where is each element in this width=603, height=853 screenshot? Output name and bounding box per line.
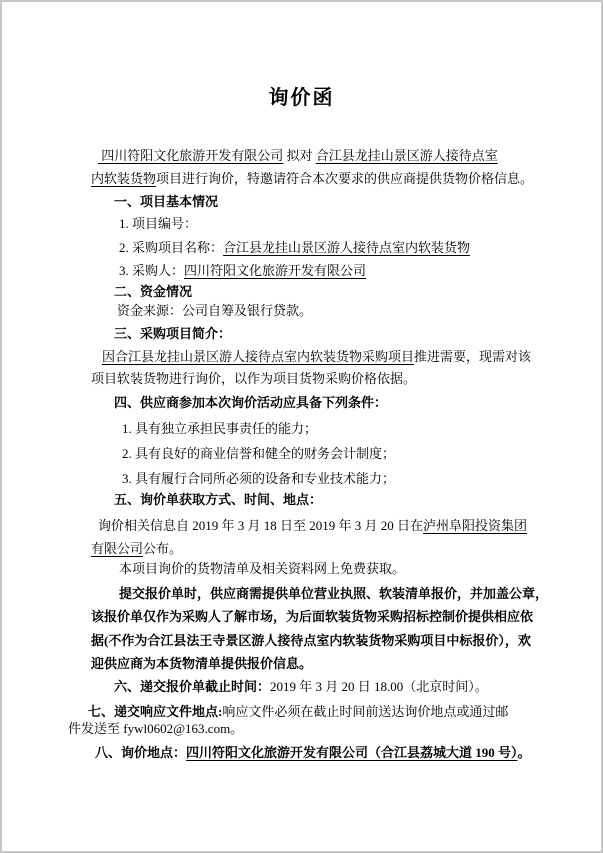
text-segment: 二、资金情况 xyxy=(114,284,193,299)
text-segment: 八、询价地点： xyxy=(95,745,187,760)
intro-line-1 xyxy=(98,148,498,164)
section-8-address-line xyxy=(95,745,531,761)
text-segment: 六、递交报价单截止时间： xyxy=(114,679,271,694)
text-segment: 拟对 xyxy=(283,148,316,163)
project-number-line xyxy=(119,216,197,232)
text-segment: 3. 具有履行合同所必须的设备和专业技术能力； xyxy=(122,471,396,486)
condition-3-line xyxy=(122,471,395,487)
text-segment: 迎供应商为本货物清单提供报价信息。 xyxy=(91,656,313,671)
text-segment: 询价相关信息自 2019 年 3 月 18 日至 2019 年 3 月 20 日在 xyxy=(98,518,424,533)
section-5-body-line-3 xyxy=(119,561,405,577)
text-segment: 一、项目基本情况 xyxy=(114,194,219,209)
intro-line-2 xyxy=(91,171,533,187)
text-segment: 件发送至 fywl0602@163.com。 xyxy=(68,721,244,736)
text-segment: 项目进行询价，特邀请符合本次要求的供应商提供货物价格信息。 xyxy=(156,171,534,186)
section-5-heading xyxy=(114,492,322,508)
text-segment: 七、递交响应文件地点: xyxy=(88,704,223,719)
section-1-heading xyxy=(114,194,218,210)
section-6-deadline-line xyxy=(114,679,488,695)
text-segment: 提交报价单时，供应商需提供单位营业执照、软装清单报价，并加盖公章， xyxy=(119,586,549,601)
text-segment: 三、采购项目简介： xyxy=(114,326,232,341)
text-segment: 项目软装货物进行询价，以作为项目货物采购价格依据。 xyxy=(91,371,417,386)
underlined-text: 四川符阳文化旅游开发有限公司（合江县荔城大道 190 号） xyxy=(186,745,518,760)
text-segment: 本项目询价的货物清单及相关资料网上免费获取。 xyxy=(119,561,406,576)
text-segment: 。 xyxy=(517,745,531,760)
text-segment: 响应文件必须在截止时间前送达询价地点或通过邮 xyxy=(222,704,509,719)
text-segment: 公布。 xyxy=(143,541,183,556)
text-segment: 2019 年 3 月 20 日 18.00（北京时间）。 xyxy=(270,679,488,694)
underlined-text: 四川符阳文化旅游开发有限公司 xyxy=(184,263,367,278)
section-5-body-line-2 xyxy=(91,541,182,557)
text-segment: 1. 项目编号： xyxy=(119,216,198,231)
text-segment: 资金来源：公司自筹及银行贷款。 xyxy=(117,303,313,318)
underlined-text: 因合江县龙挂山景区游人接待点室内软装货物采购项目 xyxy=(102,349,415,364)
underlined-text: 合江县龙挂山景区游人接待点室 xyxy=(315,148,498,163)
quotation-note-line-2 xyxy=(91,609,533,625)
underlined-text: 泸州阜阳投资集团 xyxy=(423,518,528,533)
condition-1-line xyxy=(122,421,317,437)
section-7-line-1 xyxy=(88,704,508,720)
section-3-body-line-1 xyxy=(102,349,531,365)
text-segment: 据(不作为合江县法王寺景区游人接待点室内软装货物采购项目中标报价），欢 xyxy=(91,633,531,648)
text-segment: 1. 具有独立承担民事责任的能力； xyxy=(122,421,318,436)
text-segment: 五、询价单获取方式、时间、地点： xyxy=(114,492,323,507)
section-4-heading xyxy=(114,395,387,411)
text-segment: 四、供应商参加本次询价活动应具备下列条件： xyxy=(114,395,388,410)
text-segment: 2. 采购项目名称： xyxy=(119,240,224,255)
section-7-line-2 xyxy=(68,721,243,737)
underlined-text: 内软装货物 xyxy=(91,171,157,186)
purchaser-line xyxy=(119,263,366,279)
funding-source-line xyxy=(117,303,312,319)
quotation-note-line-4 xyxy=(91,656,312,672)
underlined-text: 合江县龙挂山景区游人接待点室内软装货物 xyxy=(223,240,471,255)
project-name-line xyxy=(119,240,470,256)
section-3-body-line-2 xyxy=(91,371,416,387)
text-segment: 3. 采购人： xyxy=(119,263,185,278)
text-segment: 该报价单仅作为采购人了解市场，为后面软装货物采购招标控制价提供相应依 xyxy=(91,609,534,624)
text-segment: 2. 具有良好的商业信誉和健全的财务会计制度； xyxy=(122,446,396,461)
text-segment: 推进需要，现需对该 xyxy=(414,349,532,364)
quotation-note-line-3 xyxy=(91,633,531,649)
section-3-heading xyxy=(114,326,231,342)
section-5-body-line-1 xyxy=(98,518,527,534)
condition-2-line xyxy=(122,446,395,462)
underlined-text: 有限公司 xyxy=(91,541,144,556)
underlined-text: 四川符阳文化旅游开发有限公司 xyxy=(98,148,284,163)
section-2-heading xyxy=(114,284,192,300)
quotation-note-line-1 xyxy=(119,586,548,602)
document-title: 询价函 xyxy=(268,87,335,109)
